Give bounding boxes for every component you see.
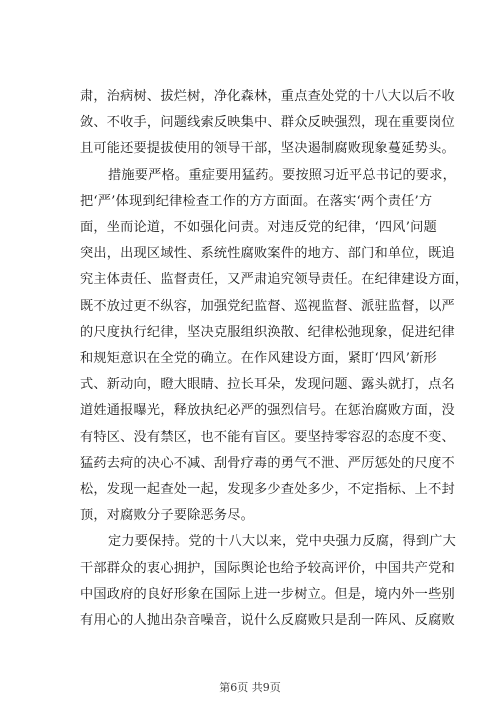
page-number-footer: 第6页 共9页 [219,681,281,694]
text-line: 肃，治病树、拔烂树，净化森林，重点查处党的十八大以后不收 [80,89,455,104]
text-line: 中国政府的良好形象在国际上进一步树立。但是，境内外一些别 [80,586,455,602]
text-line: 顶，对腐败分子要除恶务尽。 [80,508,255,524]
text-line: 有用心的人抛出杂音噪音，说什么反腐败只是刮一阵风、反腐败 [80,613,455,629]
text-line: 猛药去疴的决心不减、刮骨疗毒的勇气不泄、严厉惩处的尺度不 [80,455,455,471]
text-line: 和规矩意识在全党的确立。在作风建设方面，紧盯‘四风’新形 [80,351,437,367]
body-text [80,84,469,634]
text-line: 式、新动向，瞪大眼睛、拉长耳朵，发现问题、露头就打，点名 [80,377,455,393]
text-line: 松，发现一起查处一起，发现多少查处多少，不定指标、上不封 [80,482,455,498]
text-line: 道姓通报曝光，释放执纪必严的强烈信号。在惩治腐败方面，没 [80,403,455,419]
text-line: 既不放过更不纵容，加强党纪监督、巡视监督、派驻监督，以严 [80,298,455,314]
text-line: 突出，出现区域性、系统性腐败案件的地方、部门和单位，既追 [80,246,455,262]
paragraph-start-line: 定力要保持。党的十八大以来，党中央强力反腐，得到广大 [108,534,457,550]
text-line: 究主体责任、监督责任，又严肃追究领导责任。在纪律建设方面， [80,272,469,288]
text-line: 的尺度执行纪律，坚决克服组织涣散、纪律松弛现象，促进纪律 [80,324,455,340]
text-line: 面，坐而论道，不如强化问责。对违反党的纪律，‘四风’问题 [80,220,437,236]
text-line: 有特区、没有禁区，也不能有盲区。要坚持零容忍的态度不变、 [80,429,455,445]
text-line: 且可能还要提拔使用的领导干部，坚决遏制腐败现象蔓延势头。 [80,141,455,157]
paragraph-start-line: 措施要严格。重症要用猛药。要按照习近平总书记的要求， [108,167,457,183]
text-line: 把‘严’体现到纪律检查工作的方方面面。在落实‘两个责任’方 [80,193,433,209]
text-line: 干部群众的衷心拥护，国际舆论也给予较高评价，中国共产党和 [80,560,455,576]
text-line: 敛、不收手，问题线索反映集中、群众反映强烈，现在重要岗位 [80,115,455,131]
